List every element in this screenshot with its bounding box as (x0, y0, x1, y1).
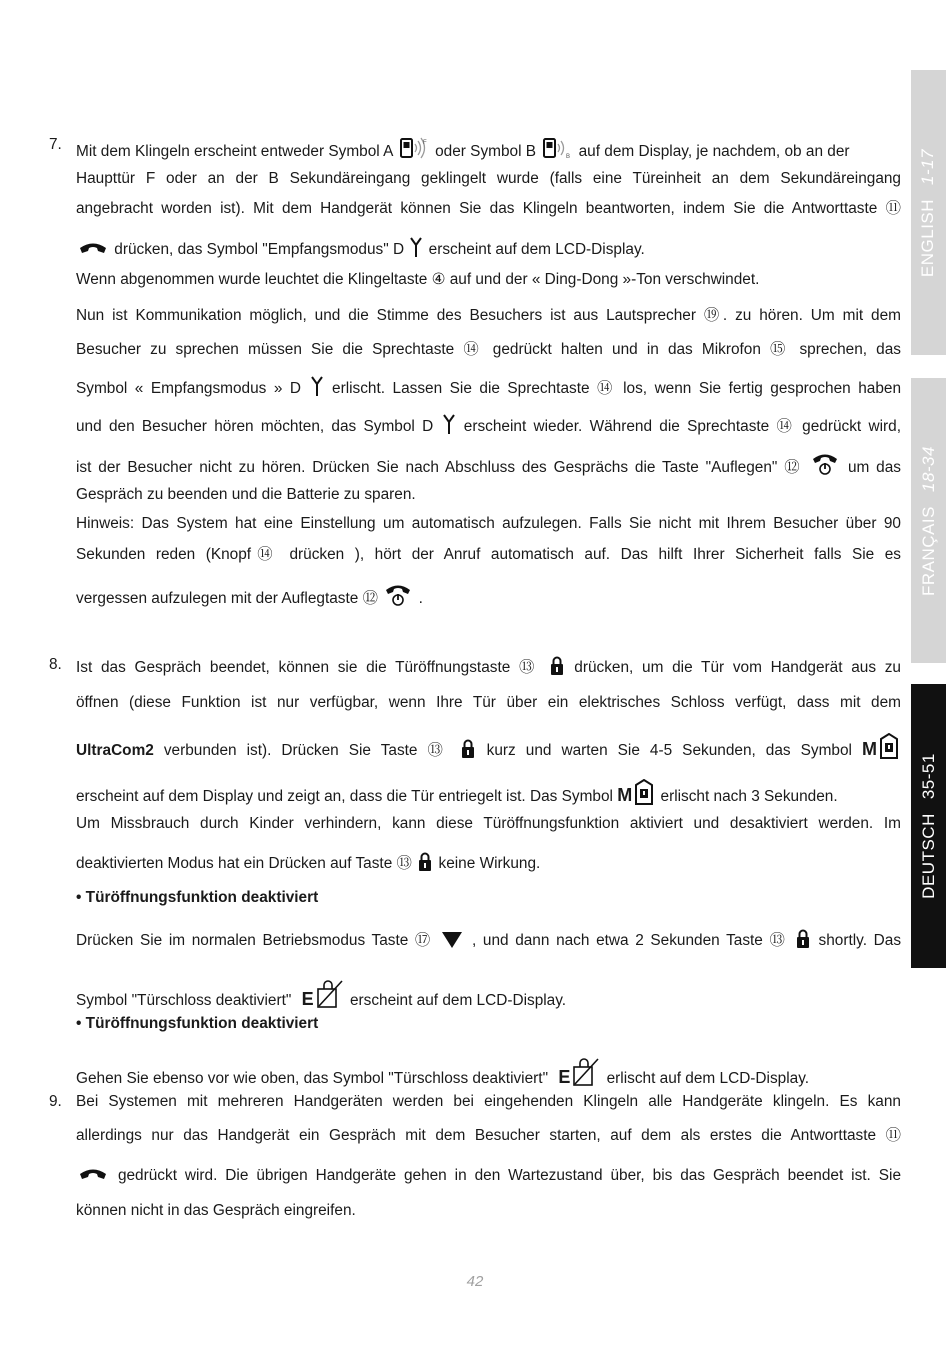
lock-disabled-icon (316, 979, 344, 1009)
svg-text:F: F (422, 140, 427, 146)
item-7-line-3: angebracht worden ist). Mit dem Handgerät können Sie das Klingeln beantworten, indem Sie die Antworttaste ⑪ (76, 200, 901, 217)
antenna-icon (311, 375, 323, 397)
item-7-line-13: Sekunden reden (Knopf⑭ drücken ), hört der Anruf automatisch auf. Das hilft Ihrer Sicherheit falls Sie es (76, 546, 901, 563)
item-7-line-10: ist der Besucher nicht zu hören. Drücken Sie nach Abschluss des Gesprächs die Taste "Auflegen" ⑫ um das (76, 452, 901, 477)
item-7-line-6: Nun ist Kommunikation möglich, und die Stimme des Besuchers ist aus Lautsprecher ⑲. zu hören. Um mit dem (76, 307, 901, 324)
item-9-number: 9. (49, 1093, 62, 1110)
hang-up-icon (811, 452, 839, 476)
item-7-line-7: Besucher zu sprechen müssen Sie die Sprechtaste ⑭ gedrückt halten und in das Mikrofon ⑮ sprechen, das (76, 341, 901, 358)
symbol-m: M (617, 785, 633, 805)
handset-ring-a-icon (399, 136, 429, 160)
phone-answer-icon (78, 1168, 108, 1184)
item-9-line-1: Bei Systemen mit mehreren Handgeräten werden bei eingehenden Klingeln alle Handgeräte klingeln. Es kann (76, 1093, 901, 1110)
door-open-key-icon (461, 739, 475, 759)
item-8-line-1: Ist das Gespräch beendet, können sie die Türöffnungstaste ⑬ drücken, um die Tür vom Handgerät aus zu (76, 656, 901, 677)
side-tab-english (911, 70, 946, 355)
lock-disabled-icon (572, 1057, 600, 1087)
item-7-line-2: Haupttür F oder an der B Sekundäreingang geklingelt wurde (falls eine Türeinheit an dem Sekundäreingang (76, 170, 901, 187)
door-unlocked-icon (879, 733, 899, 759)
item-7-line-1: Mit dem Klingeln erscheint entweder Symbol A F oder Symbol B B auf dem Display, je nachdem, ob an der (76, 136, 901, 161)
tab-label: DEUTSCH (918, 813, 938, 899)
symbol-e: E (558, 1067, 571, 1087)
tab-range: 18-34 (918, 445, 938, 492)
item-8-line-7: Drücken Sie im normalen Betriebsmodus Taste ⑰ , und dann nach etwa 2 Sekunden Taste ⑬ shortly. Das (76, 929, 901, 950)
item-8-number: 8. (49, 656, 62, 673)
item-9-line-4: können nicht in das Gespräch eingreifen. (76, 1202, 356, 1219)
item-8-line-8: Symbol "Türschloss deaktiviert" E erscheint auf dem LCD-Display. (76, 979, 901, 1010)
phone-answer-icon (78, 242, 108, 258)
symbol-m: M (861, 739, 877, 759)
item-9-line-3: gedrückt wird. Die übrigen Handgeräte gehen in den Wartezustand über, bis das Gespräch beendet ist. Sie (76, 1167, 901, 1185)
item-8-line-4: erscheint auf dem Display und zeigt an, dass die Tür entriegelt ist. Das Symbol M erlischt nach 3 Sekunden. (76, 779, 901, 806)
item-7-line-11: Gespräch zu beenden und die Batterie zu sparen. (76, 486, 416, 503)
item-7-line-14: vergessen aufzulegen mit der Auflegtaste ⑫ . (76, 583, 901, 608)
item-7-line-8: Symbol « Empfangsmodus » D erlischt. Lassen Sie die Sprechtaste ⑭ los, wenn Sie fertig gesprochen haben (76, 375, 901, 398)
item-7-line-12: Hinweis: Das System hat eine Einstellung um automatisch aufzulegen. Falls Sie nicht mit Ihrem Besucher über 90 (76, 515, 901, 532)
antenna-icon (443, 413, 455, 435)
item-8-line-9: Gehen Sie ebenso vor wie oben, das Symbol "Türschloss deaktiviert" E erlischt auf dem LCD-Display. (76, 1057, 901, 1088)
tab-range: 1-17 (918, 148, 938, 185)
hang-up-icon (384, 583, 412, 607)
item-8-line-2: öffnen (diese Funktion ist nur verfügbar, wenn Ihre Tür über ein elektrisches Schloss verfügt, dass mit dem (76, 694, 901, 711)
item-8-heading-2: • Türöffnungsfunktion deaktiviert (76, 1015, 319, 1032)
tab-label: FRANÇAIS (918, 505, 938, 596)
door-unlocked-icon (634, 779, 654, 805)
tab-label: ENGLISH (918, 198, 938, 277)
item-7-number: 7. (49, 136, 62, 153)
handset-ring-b-icon (542, 136, 572, 160)
door-open-key-icon (796, 929, 810, 949)
item-8-line-6: deaktivierten Modus hat ein Drücken auf Taste ⑬ keine Wirkung. (76, 852, 901, 873)
item-7-line-4: drücken, das Symbol "Empfangsmodus" D erscheint auf dem LCD-Display. (76, 236, 901, 259)
antenna-icon (410, 236, 422, 258)
item-8-line-5: Um Missbrauch durch Kinder verhindern, kann diese Türöffnungsfunktion aktiviert und desaktiviert werden. Im (76, 815, 901, 832)
side-tab-francais (911, 378, 946, 663)
down-arrow-icon (441, 931, 463, 949)
svg-text:B: B (566, 154, 571, 160)
side-tab-deutsch (911, 684, 946, 968)
tab-range: 35-51 (918, 753, 938, 800)
page-number: 42 (466, 1273, 484, 1290)
item-8-line-3: UltraCom2 verbunden ist). Drücken Sie Taste ⑬ kurz und warten Sie 4-5 Sekunden, das Symbol M (76, 733, 901, 760)
item-7-line-9: und den Besucher hören möchten, das Symbol D erscheint wieder. Während die Sprechtaste ⑭ gedrückt wird, (76, 413, 901, 436)
symbol-e: E (301, 989, 314, 1009)
door-open-key-icon (550, 656, 564, 676)
item-9-line-2: allerdings nur das Handgerät ein Gespräch mit dem Besucher starten, auf dem als erstes die Antworttaste ⑪ (76, 1127, 901, 1144)
item-8-heading-1: • Türöffnungsfunktion deaktiviert (76, 889, 319, 906)
item-7-line-5: Wenn abgenommen wurde leuchtet die Klingeltaste ④ auf und der « Ding-Dong »-Ton verschwindet. (76, 271, 760, 288)
door-open-key-icon (418, 852, 432, 872)
